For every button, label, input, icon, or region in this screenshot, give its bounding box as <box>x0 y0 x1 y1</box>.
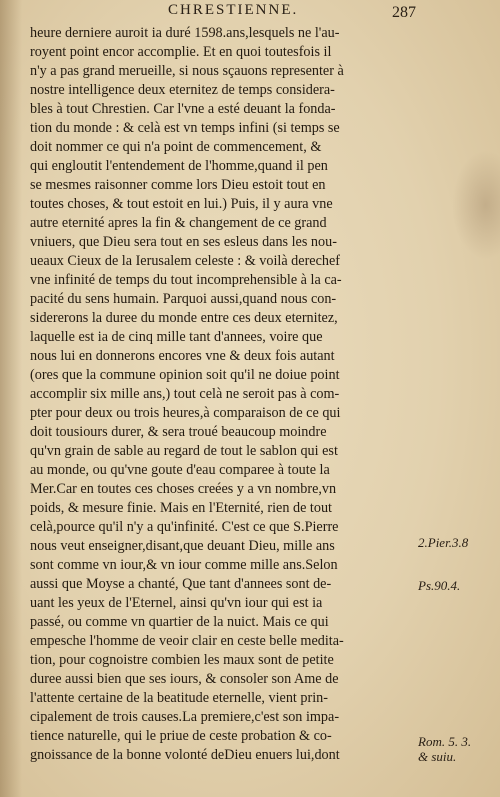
text-line: poids, & mesure finie. Mais en l'Eternité, rien de tout <box>30 500 332 516</box>
text-line: sont comme vn iour,& vn iour comme mille ans.Selon <box>30 557 338 573</box>
text-line: autre eternité apres la fin & changement de ce grand <box>30 215 327 231</box>
text-line: doit tousiours durer, & sera troué beaucoup moindre <box>30 424 327 440</box>
margin-note-scripture-ref: 2.Pier.3.8 <box>418 535 469 550</box>
text-line: nous lui en donnerons encores vne & deux fois autant <box>30 348 335 364</box>
page-number: 287 <box>392 4 416 21</box>
margin-note-line: & suiu. <box>418 749 457 764</box>
text-line: bles à tout Chrestien. Car l'vne a esté deuant la fonda- <box>30 101 336 117</box>
text-line: toutes choses, & tout estoit en lui.) Puis, il y aura vne <box>30 196 333 212</box>
text-line: qu'vn grain de sable au regard de tout le sablon qui est <box>30 443 338 459</box>
text-line: tion du monde : & celà est vn temps infini (si temps se <box>30 120 340 136</box>
text-line: aussi que Moyse a chanté, Que tant d'annees sont de- <box>30 576 332 592</box>
body-text <box>30 24 415 765</box>
text-line: laquelle est ia de cinq mille tant d'annees, voire que <box>30 329 323 345</box>
text-line: l'attente certaine de la beatitude eternelle, vient prin- <box>30 690 328 706</box>
margin-note-line: Rom. 5. 3. <box>418 734 472 749</box>
text-line: au monde, ou qu'vne goute d'eau comparee à toute la <box>30 462 330 478</box>
text-line: qui engloutit l'entendement de l'homme,quand il pen <box>30 158 328 174</box>
running-title: CHRESTIENNE. <box>168 2 299 18</box>
text-line: Mer.Car en toutes ces choses creées y a vn nombre,vn <box>30 481 337 497</box>
running-head <box>0 2 500 26</box>
text-line: n'y a pas grand merueille, si nous sçauons representer à <box>30 63 344 79</box>
text-line: passé, ou comme vn quartier de la nuict. Mais ce qui <box>30 614 329 630</box>
text-line: empesche l'homme de veoir clair en ceste belle medita- <box>30 633 344 649</box>
text-line: vne infinité de temps du tout incomprehensible à la ca- <box>30 272 342 288</box>
binding-shadow <box>0 0 22 797</box>
margin-note-scripture-ref: Ps.90.4. <box>418 578 461 593</box>
margin-note-scripture-ref <box>418 734 471 764</box>
ink-bleed-stain <box>452 150 500 260</box>
text-line: pacité du sens humain. Parquoi aussi,quand nous con- <box>30 291 337 307</box>
text-line: tion, pour cognoistre combien les maux sont de petite <box>30 652 334 668</box>
text-line: accomplir six mille ans,) tout celà ne seroit pas à com- <box>30 386 340 402</box>
text-line: se mesmes raisonner comme lors Dieu estoit tout en <box>30 177 326 193</box>
text-line: gnoissance de la bonne volonté deDieu enuers lui,dont <box>30 747 340 763</box>
text-line: vniuers, que Dieu sera tout en ses esleus dans les nou- <box>30 234 337 250</box>
text-line: tience naturelle, qui le priue de ceste probation & co- <box>30 728 332 744</box>
text-line: doit nommer ce qui n'a point de commencement, & <box>30 139 322 155</box>
text-line: uant les yeux de l'Eternel, ainsi qu'vn iour qui est ia <box>30 595 323 611</box>
text-line: celà,pource qu'il n'y a qu'infinité. C'est ce que S.Pierre <box>30 519 339 535</box>
text-line: (ores que la commune opinion soit qu'il ne doiue point <box>30 367 340 383</box>
text-line: heure derniere auroit ia duré 1598.ans,lesquels ne l'au- <box>30 25 340 41</box>
text-line: duree aussi bien que ses iours, & consoler son Ame de <box>30 671 339 687</box>
text-line: nostre intelligence deux eternitez de temps considera- <box>30 82 335 98</box>
text-line: ueaux Cieux de la Ierusalem celeste : & voilà derechef <box>30 253 341 269</box>
text-line: sidererons la duree du monde entre ces deux eternitez, <box>30 310 338 326</box>
text-line: cipalement de trois causes.La premiere,c'est son impa- <box>30 709 340 725</box>
text-line: pter pour deux ou trois heures,à comparaison de ce qui <box>30 405 341 421</box>
text-line: royent point encor accomplie. Et en quoi toutesfois il <box>30 44 332 60</box>
text-line: nous veut enseigner,disant,que deuant Dieu, mille ans <box>30 538 335 554</box>
